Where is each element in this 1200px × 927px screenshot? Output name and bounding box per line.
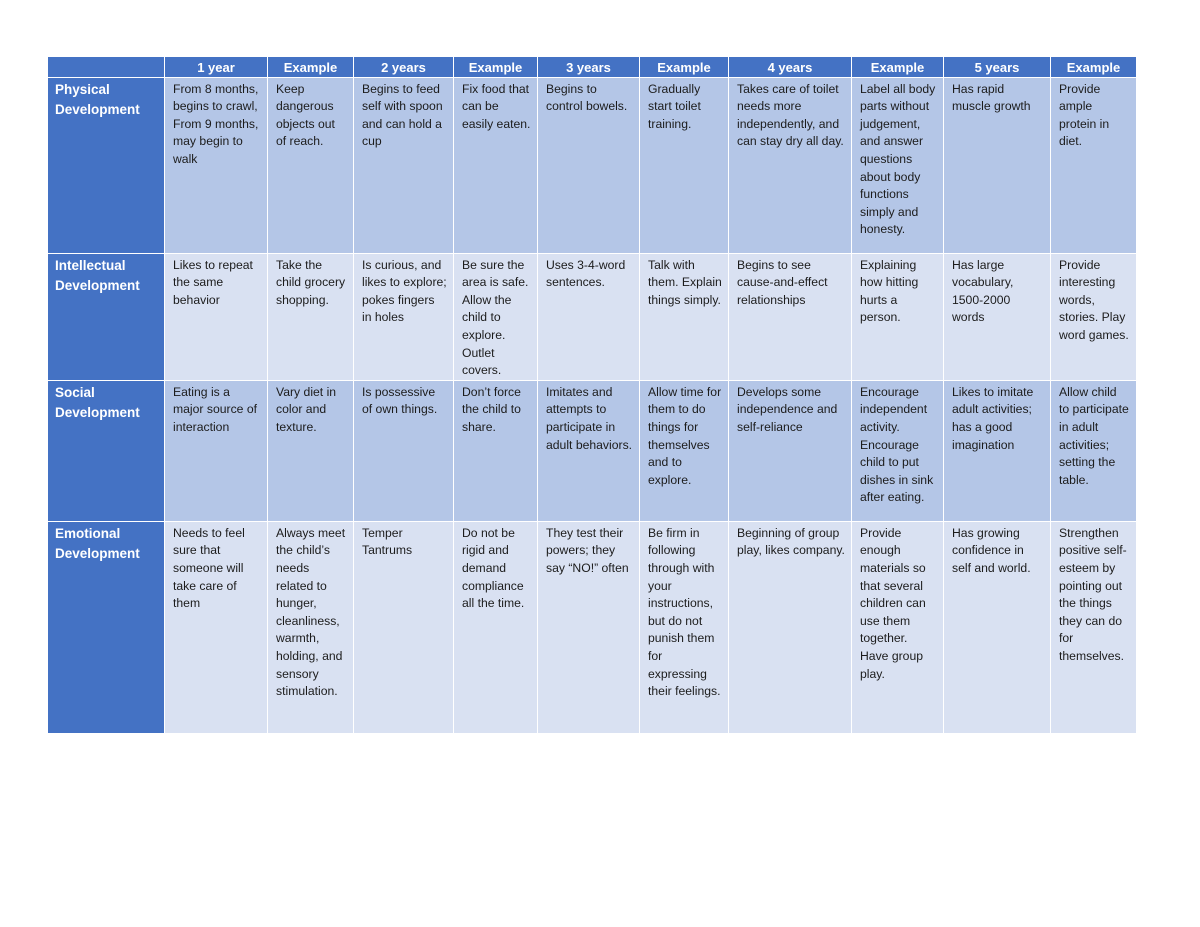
table-cell: Strengthen positive self-esteem by pointing out the things they can do for themselves. [1051,521,1137,733]
row-label-physical: Physical Development [48,77,165,253]
table-row-social [48,380,1137,521]
table-cell: Is possessive of own things. [354,380,454,521]
table-cell: Begins to see cause-and-effect relationships [729,253,852,380]
table-cell: Label all body parts without judgement, and answer questions about body functions simply and honesty. [852,77,944,253]
table-cell: Needs to feel sure that someone will take care of them [165,521,268,733]
table-cell: They test their powers; they say “NO!” often [538,521,640,733]
table-cell: Do not be rigid and demand compliance all the time. [454,521,538,733]
table-cell: Don’t force the child to share. [454,380,538,521]
table-cell: From 8 months, begins to crawl, From 9 months, may begin to walk [165,77,268,253]
table-cell: Be firm in following through with your instructions, but do not punish them for expressing their feelings. [640,521,729,733]
table-cell: Develops some independence and self-reliance [729,380,852,521]
table-cell: Provide interesting words, stories. Play word games. [1051,253,1137,380]
table-cell: Explaining how hitting hurts a person. [852,253,944,380]
development-table [47,56,1137,734]
header-5-years: 5 years [944,57,1051,78]
table-cell: Temper Tantrums [354,521,454,733]
table-cell: Be sure the area is safe. Allow the child to explore. Outlet covers. [454,253,538,380]
table-cell: Imitates and attempts to participate in adult behaviors. [538,380,640,521]
row-label-emotional: Emotional Development [48,521,165,733]
header-1-year: 1 year [165,57,268,78]
table-cell: Uses 3-4-word sentences. [538,253,640,380]
table-row-emotional [48,521,1137,733]
table-cell: Provide ample protein in diet. [1051,77,1137,253]
table-cell: Encourage independent activity. Encourage child to put dishes in sink after eating. [852,380,944,521]
row-label-social: Social Development [48,380,165,521]
header-4-years: 4 years [729,57,852,78]
table-cell: Keep dangerous objects out of reach. [268,77,354,253]
header-2-years: 2 years [354,57,454,78]
header-example: Example [640,57,729,78]
table-cell: Takes care of toilet needs more independently, and can stay dry all day. [729,77,852,253]
table-cell: Beginning of group play, likes company. [729,521,852,733]
table-cell: Has rapid muscle growth [944,77,1051,253]
table-cell: Likes to imitate adult activities; has a good imagination [944,380,1051,521]
table-cell: Begins to feed self with spoon and can hold a cup [354,77,454,253]
table-cell: Has growing confidence in self and world. [944,521,1051,733]
table-cell: Take the child grocery shopping. [268,253,354,380]
table-row-intellectual [48,253,1137,380]
table-cell: Fix food that can be easily eaten. [454,77,538,253]
table-cell: Always meet the child’s needs related to hunger, cleanliness, warmth, holding, and sensory stimulation. [268,521,354,733]
header-example: Example [268,57,354,78]
header-example: Example [1051,57,1137,78]
table-cell: Provide enough materials so that several children can use them together. Have group play. [852,521,944,733]
table-cell: Allow time for them to do things for themselves and to explore. [640,380,729,521]
header-row [48,57,1137,78]
header-example: Example [852,57,944,78]
table-cell: Vary diet in color and texture. [268,380,354,521]
table-cell: Likes to repeat the same behavior [165,253,268,380]
table-cell: Allow child to participate in adult activities; setting the table. [1051,380,1137,521]
table-row-physical [48,77,1137,253]
corner-header [48,57,165,78]
table-cell: Has large vocabulary, 1500-2000 words [944,253,1051,380]
table-cell: Eating is a major source of interaction [165,380,268,521]
header-3-years: 3 years [538,57,640,78]
table-cell: Is curious, and likes to explore; pokes fingers in holes [354,253,454,380]
table-cell: Talk with them. Explain things simply. [640,253,729,380]
header-example: Example [454,57,538,78]
row-label-intellectual: Intellectual Development [48,253,165,380]
table-cell: Begins to control bowels. [538,77,640,253]
table-cell: Gradually start toilet training. [640,77,729,253]
